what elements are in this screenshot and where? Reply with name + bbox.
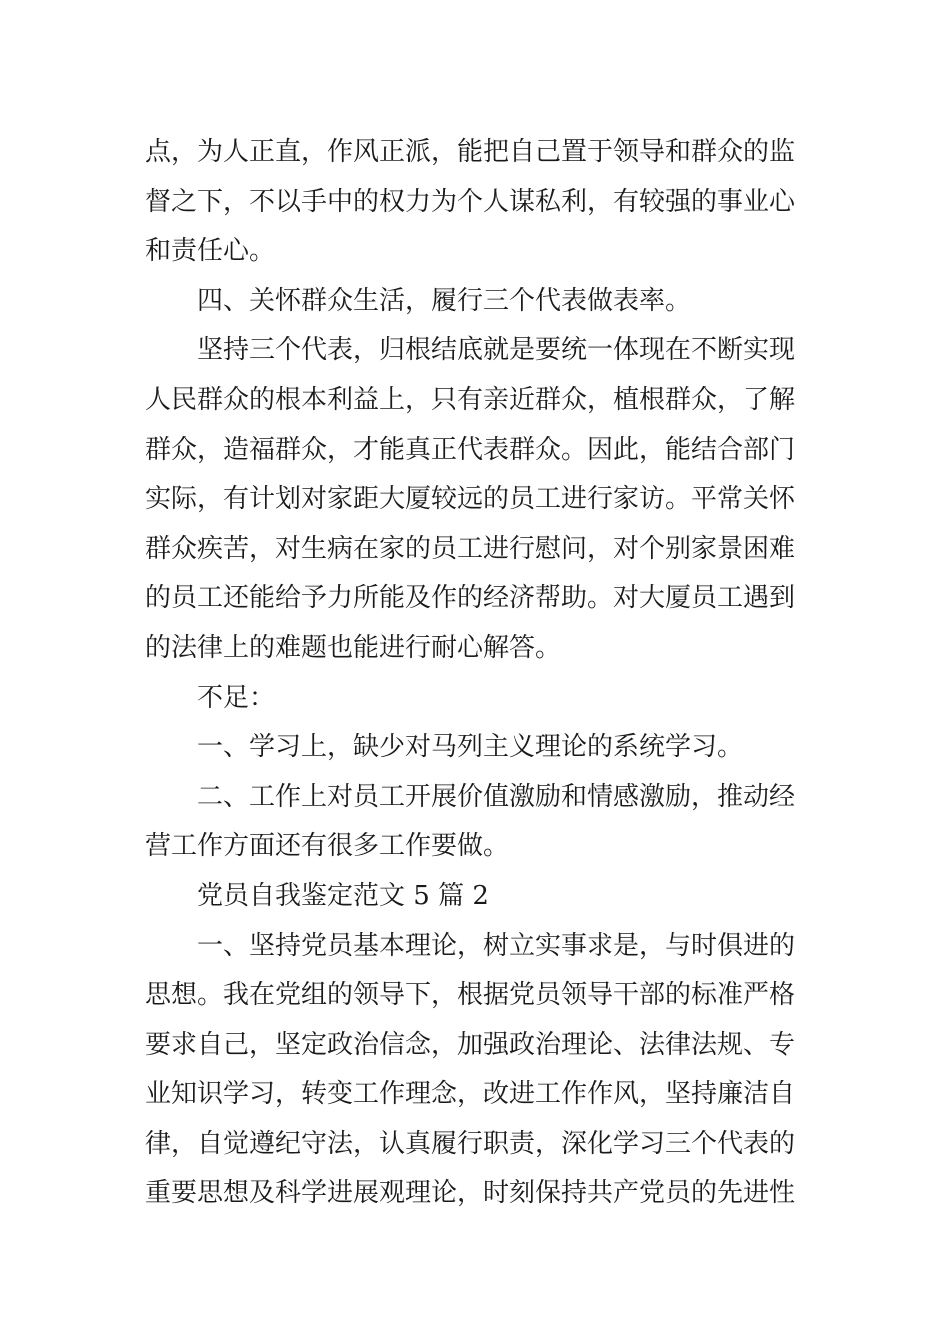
text-line: 二、工作上对员工开展价值激励和情感激励，推动经 <box>197 781 796 812</box>
text-line: 群众，造福群众，才能真正代表群众。因此，能结合部门 <box>145 434 796 465</box>
text-line: 营工作方面还有很多工作要做。 <box>145 831 510 862</box>
text-line: 业知识学习，转变工作理念，改进工作作风，坚持廉洁自 <box>145 1079 796 1110</box>
text-line: 一、学习上，缺少对马列主义理论的系统学习。 <box>197 732 744 763</box>
text-line: 实际，有计划对家距大厦较远的员工进行家访。平常关怀 <box>145 484 796 515</box>
document-body <box>145 128 807 1219</box>
text-line: 坚持三个代表，归根结底就是要统一体现在不断实现 <box>197 335 796 366</box>
section-heading: 不足： <box>197 682 276 713</box>
article-title: 党员自我鉴定范文 5 篇 2 <box>197 880 489 911</box>
section-heading: 四、关怀群众生活，履行三个代表做表率。 <box>197 285 692 316</box>
text-line: 人民群众的根本利益上，只有亲近群众，植根群众，了解 <box>145 384 796 415</box>
text-line: 的法律上的难题也能进行耐心解答。 <box>145 632 562 663</box>
text-line: 律，自觉遵纪守法，认真履行职责，深化学习三个代表的 <box>145 1128 796 1159</box>
text-line: 思想。我在党组的领导下，根据党员领导干部的标准严格 <box>145 980 796 1011</box>
text-line: 重要思想及科学进展观理论，时刻保持共产党员的先进性 <box>145 1178 796 1209</box>
text-line: 的员工还能给予力所能及作的经济帮助。对大厦员工遇到 <box>145 583 796 614</box>
text-line: 督之下，不以手中的权力为个人谋私利，有较强的事业心 <box>145 186 796 217</box>
text-line: 要求自己，坚定政治信念，加强政治理论、法律法规、专 <box>145 1029 796 1060</box>
text-line: 一、坚持党员基本理论，树立实事求是，与时俱进的 <box>197 930 796 961</box>
text-line: 点，为人正直，作风正派，能把自己置于领导和群众的监 <box>145 137 796 167</box>
text-line: 群众疾苦，对生病在家的员工进行慰问，对个别家景困难 <box>145 533 796 564</box>
text-line: 和责任心。 <box>145 236 276 267</box>
